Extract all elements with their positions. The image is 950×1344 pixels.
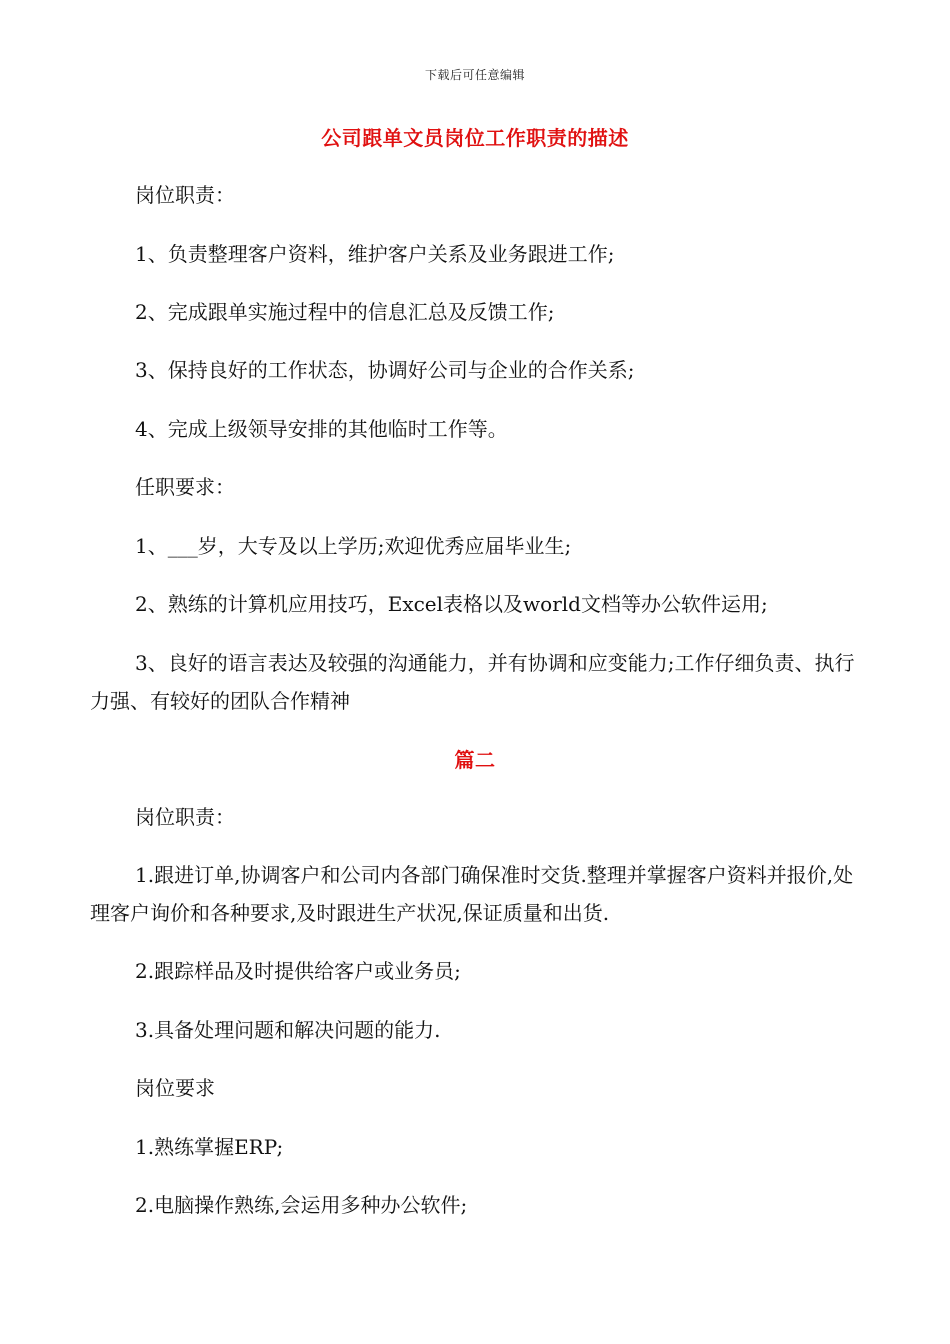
duty-item-2-2: 2.跟踪样品及时提供给客户或业务员; — [135, 959, 461, 983]
requirements-heading-2: 岗位要求 — [135, 1076, 215, 1100]
duties-heading-2: 岗位职责： — [135, 805, 235, 829]
requirement-item-2-2: 2.电脑操作熟练,会运用多种办公软件; — [135, 1193, 468, 1217]
duty-item-2: 2、完成跟单实施过程中的信息汇总及反馈工作; — [135, 300, 555, 324]
duty-item-1: 1、负责整理客户资料，维护客户关系及业务跟进工作; — [135, 242, 615, 266]
section-title-two: 篇二 — [454, 748, 496, 772]
duty-item-4: 4、完成上级领导安排的其他临时工作等。 — [135, 417, 508, 441]
duty-item-2-3: 3.具备处理问题和解决问题的能力. — [135, 1018, 441, 1042]
duty-item-3: 3、保持良好的工作状态，协调好公司与企业的合作关系; — [135, 358, 635, 382]
requirement-item-2: 2、熟练的计算机应用技巧，Excel表格以及world文档等办公软件运用; — [135, 592, 768, 616]
requirement-item-3: 3、良好的语言表达及较强的沟通能力，并有协调和应变能力;工作仔细负责、执行力强、有较好的团队合作精神 — [90, 651, 855, 713]
duty-item-2-1: 1.跟进订单,协调客户和公司内各部门确保准时交货.整理并掌握客户资料并报价,处理客户询价和各种要求,及时跟进生产状况,保证质量和出货. — [90, 863, 854, 925]
document-title: 公司跟单文员岗位工作职责的描述 — [321, 126, 629, 150]
header-note: 下载后可任意编辑 — [424, 68, 525, 82]
requirements-heading: 任职要求： — [135, 475, 235, 499]
duties-heading: 岗位职责： — [135, 183, 235, 207]
requirement-item-2-1: 1.熟练掌握ERP; — [135, 1135, 284, 1159]
requirement-item-1: 1、___岁，大专及以上学历;欢迎优秀应届毕业生; — [135, 534, 572, 558]
